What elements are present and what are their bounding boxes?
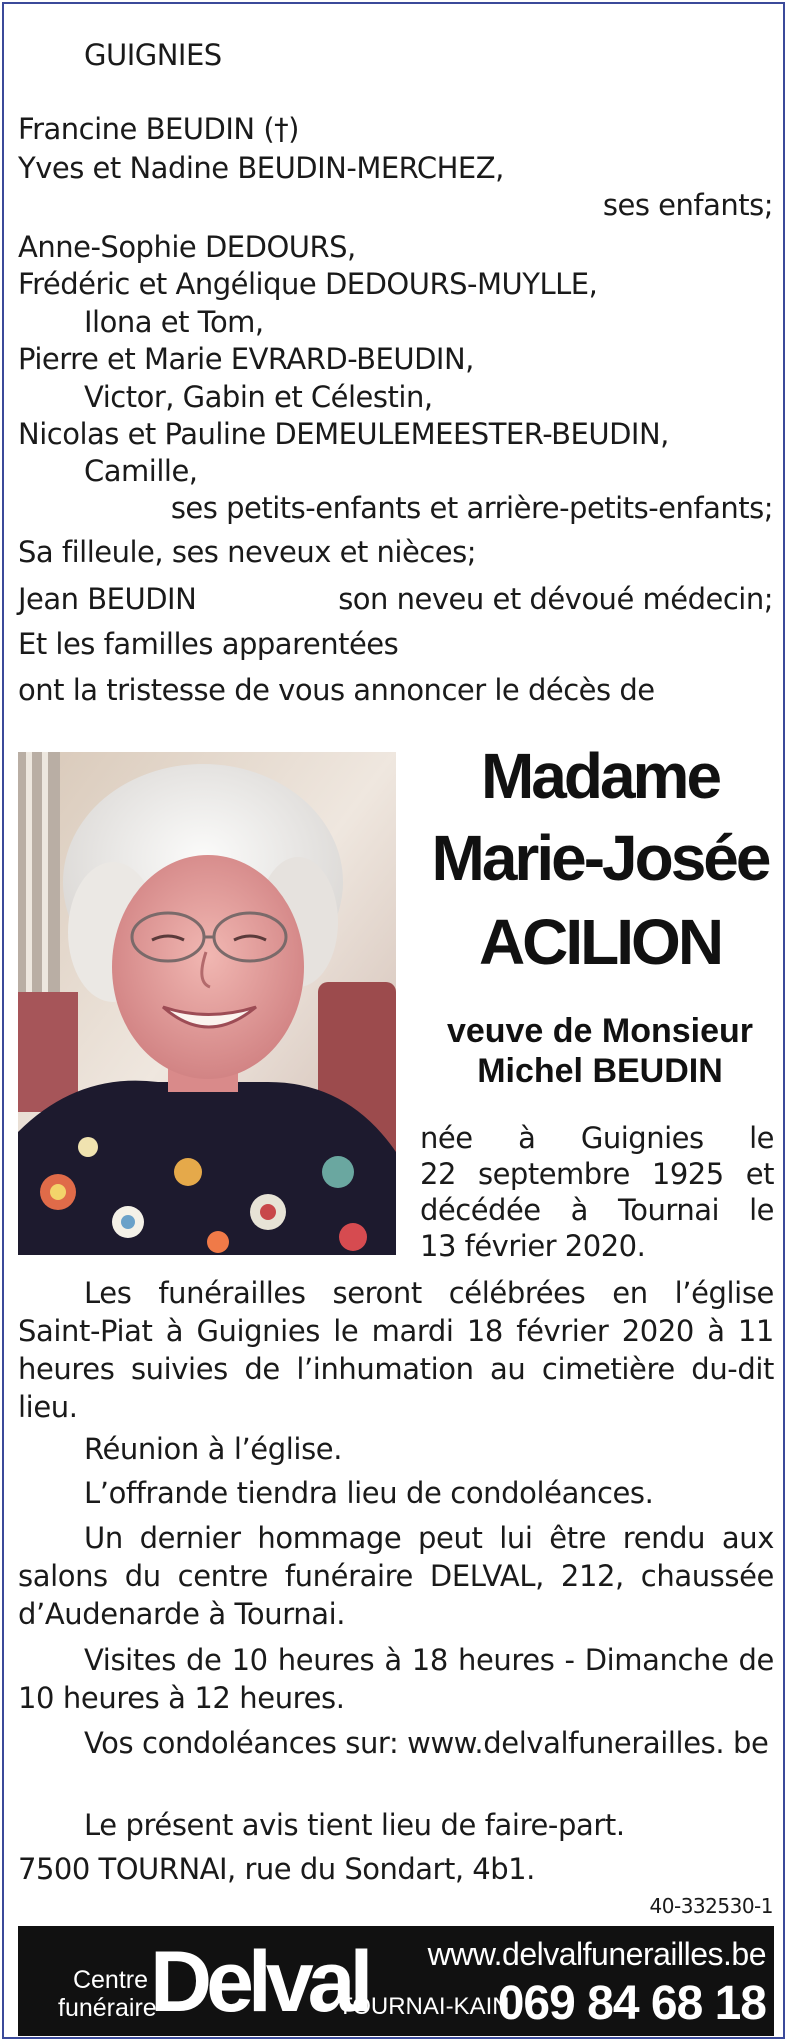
family-role: ses petits-enfants et arrière-petits-enfants;	[170, 491, 773, 525]
banner-centre: Centre	[72, 1966, 148, 1994]
condolences-paragraph	[18, 1724, 774, 1762]
funeral-paragraph	[18, 1274, 774, 1426]
family-line: Victor, Gabin et Célestin,	[84, 380, 433, 414]
widow-name: Michel BEUDIN	[477, 1052, 723, 1090]
portrait-photo	[18, 752, 396, 1255]
visits-paragraph	[18, 1641, 774, 1717]
family-line: Yves et Nadine BEUDIN-MERCHEZ,	[18, 151, 504, 185]
birth-date-line: 22 septembre 1925 et	[420, 1157, 774, 1191]
death-date-line: 13 février 2020.	[420, 1229, 646, 1263]
family-line: Francine BEUDIN (†)	[18, 112, 299, 146]
family-line: Nicolas et Pauline DEMEULEMEESTER-BEUDIN,	[18, 417, 669, 451]
announcement-line: ont la tristesse de vous annoncer le décès de	[18, 673, 655, 707]
family-line: Jean BEUDIN	[18, 582, 197, 616]
tribute-paragraph	[18, 1519, 774, 1633]
reference-number: 40-332530-1	[649, 1894, 773, 1918]
banner-brand: Delval	[150, 1934, 368, 2030]
offering-paragraph	[18, 1474, 774, 1512]
address-line: 7500 TOURNAI, rue du Sondart, 4b1.	[18, 1852, 535, 1886]
family-line: Ilona et Tom,	[84, 305, 264, 339]
birth-line: née à Guignies le	[420, 1121, 774, 1155]
banner-funeraire: funéraire	[58, 1994, 157, 2022]
deceased-last-name: ACILION	[478, 906, 722, 978]
notice-text: Le présent avis tient lieu de faire-part.	[84, 1808, 625, 1842]
tribute-text: Un dernier hommage peut lui être rendu aux salons du centre funéraire DELVAL, 212, chaussée d’Audenarde à Tournai.	[18, 1521, 774, 1631]
widow-line: veuve de Monsieur	[446, 1012, 754, 1050]
deceased-title: Madame	[480, 740, 720, 812]
family-line: Frédéric et Angélique DEDOURS-MUYLLE,	[18, 267, 598, 301]
family-line: Et les familles apparentées	[18, 627, 399, 661]
visits-text: Visites de 10 heures à 18 heures - Dimanche de 10 heures à 12 heures.	[18, 1643, 774, 1715]
funeral-home-banner	[18, 1926, 774, 2036]
family-line: Camille,	[84, 454, 198, 488]
offering-text: L’offrande tiendra lieu de condoléances.	[84, 1476, 654, 1510]
funeral-text: Les funérailles seront célébrées en l’église Saint-Piat à Guignies le mardi 18 février 2020 à 11 heures suivies de l’inhumation au cimetière du-dit lieu.	[18, 1276, 774, 1424]
deceased-first-name: Marie-Josée	[431, 822, 769, 894]
family-line: Sa filleule, ses neveux et nièces;	[18, 535, 476, 569]
banner-website[interactable]: www.delvalfunerailles.be	[427, 1936, 766, 1972]
family-line: Pierre et Marie EVRARD-BEUDIN,	[18, 342, 474, 376]
condolences-text: Vos condoléances sur: www.delvalfunerailles. be	[84, 1726, 769, 1760]
family-line: Anne-Sophie DEDOURS,	[18, 230, 356, 264]
notice-paragraph	[18, 1806, 774, 1844]
meeting-paragraph	[18, 1430, 774, 1468]
village-heading: GUIGNIES	[84, 38, 222, 72]
family-role: ses enfants;	[602, 188, 773, 222]
banner-location: TOURNAI-KAIN	[338, 1993, 510, 2020]
family-role: son neveu et dévoué médecin;	[338, 582, 773, 616]
banner-phone[interactable]: 069 84 68 18	[497, 1977, 766, 2030]
death-line: décédée à Tournai le	[420, 1193, 774, 1227]
meeting-text: Réunion à l’église.	[84, 1432, 343, 1466]
